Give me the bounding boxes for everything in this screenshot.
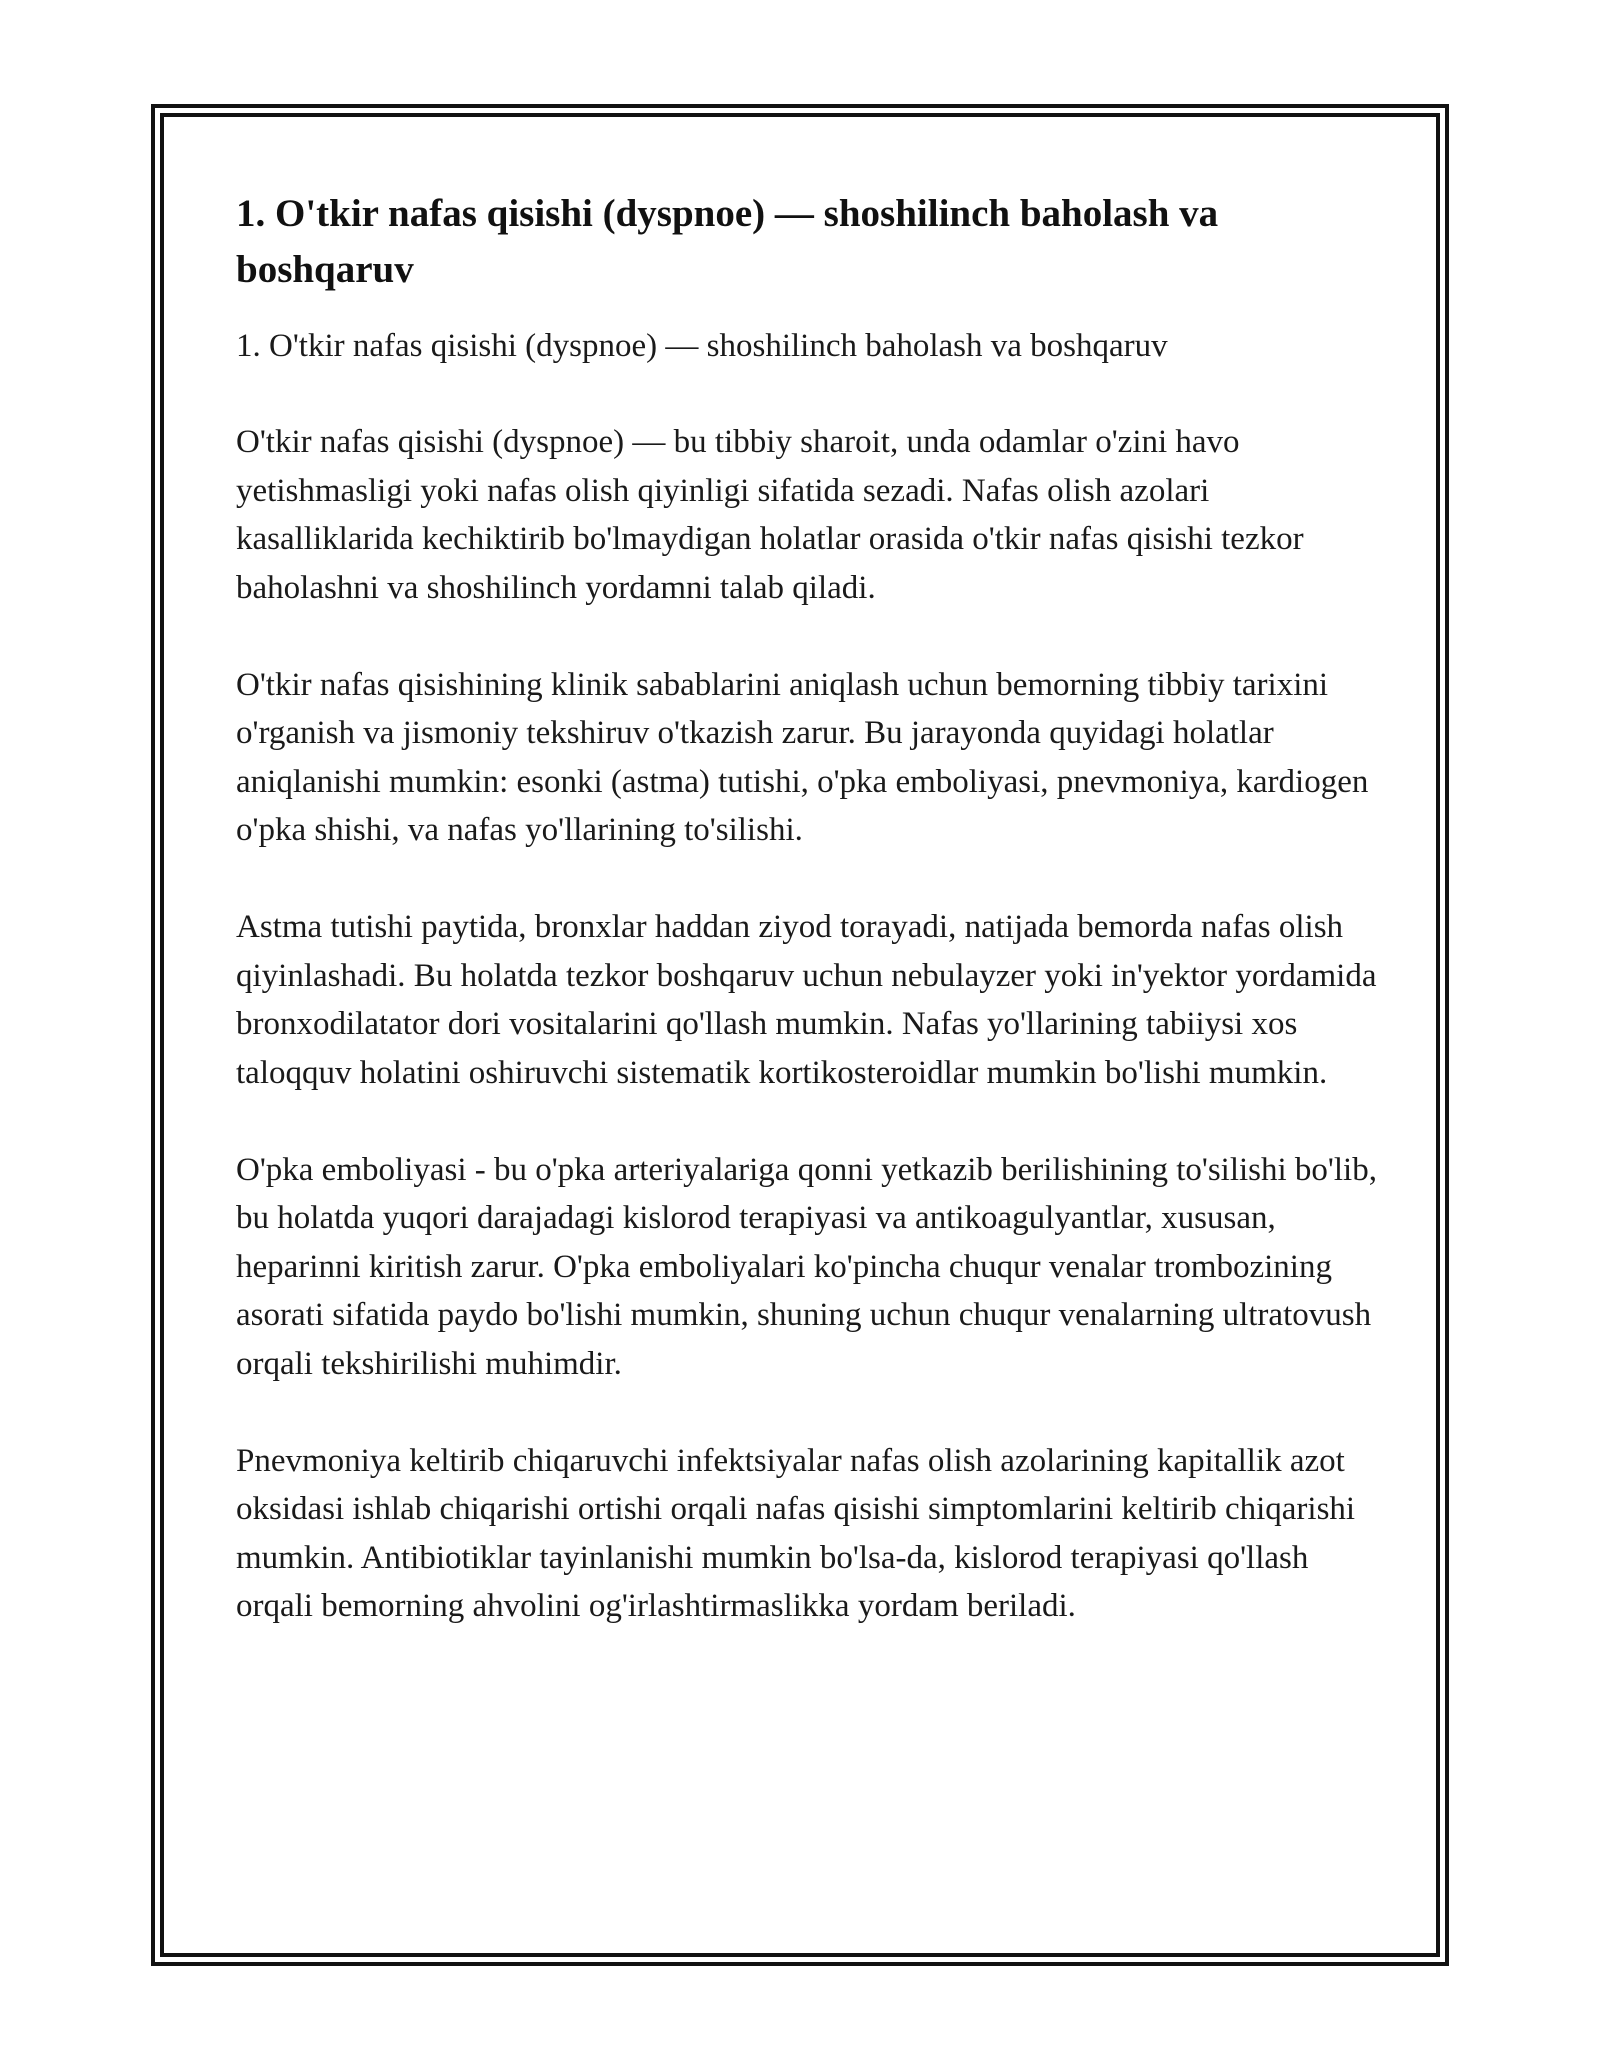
paragraph-5: Pnevmoniya keltirib chiqaruvchi infektsiyalar nafas olish azolarining kapitallik azot oksidasi ishlab chiqarishi ortishi orqali nafas qisishi simptomlarini keltirib chiqarishi mumkin. Antibiotiklar tayinlanishi mumkin bo'lsa-da, kislorod terapiyasi qo'llash orqali bemorning ahvolini og'irlashtirmaslikka yordam beriladi. <box>236 1442 1356 1624</box>
paragraph-2: O'tkir nafas qisishining klinik sabablarini aniqlash uchun bemorning tibbiy tarixini o'rganish va jismoniy tekshiruv o'tkazish zarur. Bu jarayonda quyidagi holatlar aniqlanishi mumkin: esonki (astma) tutishi, o'pka emboliyasi, pnevmoniya, kardiogen o'pka shishi, va nafas yo'llarining to'silishi. <box>236 666 1369 848</box>
paragraph-4: O'pka emboliyasi - bu o'pka arteriyalariga qonni yetkazib berilishining to'silishi bo'lib, bu holatda yuqori darajadagi kislorod terapiyasi va antikoagulyantlar, xususan, heparinni kiritish zarur. O'pka emboliyalari ko'pincha chuqur venalar trombozining asorati sifatida paydo bo'lishi mumkin, shuning uchun chuqur venalarning ultratovush orqali tekshirilishi muhimdir. <box>236 1151 1377 1382</box>
document-subtitle: 1. O'tkir nafas qisishi (dyspnoe) — shoshilinch baholash va boshqaruv <box>236 328 1168 364</box>
paragraph-1: O'tkir nafas qisishi (dyspnoe) — bu tibbiy sharoit, unda odamlar o'zini havo yetishmasligi yoki nafas olish qiyinligi sifatida sezadi. Nafas olish azolari kasalliklarida kechiktirib bo'lmaydigan holatlar orasida o'tkir nafas qisishi tezkor baholashni va shoshilinch yordamni talab qiladi. <box>236 424 1304 606</box>
paragraph-3: Astma tutishi paytida, bronxlar haddan ziyod torayadi, natijada bemorda nafas olish qiyinlashadi. Bu holatda tezkor boshqaruv uchun nebulayzer yoki in'yektor yordamida bronxodilatator dori vositalarini qo'llash mumkin. Nafas yo'llarining tabiiysi xos taloqquv holatini oshiruvchi sistematik kortikosteroidlar mumkin bo'lishi mumkin. <box>236 909 1377 1091</box>
document-body <box>236 186 1386 1679</box>
document-title: 1. O'tkir nafas qisishi (dyspnoe) — shoshilinch baholash va boshqaruv <box>236 192 1219 291</box>
